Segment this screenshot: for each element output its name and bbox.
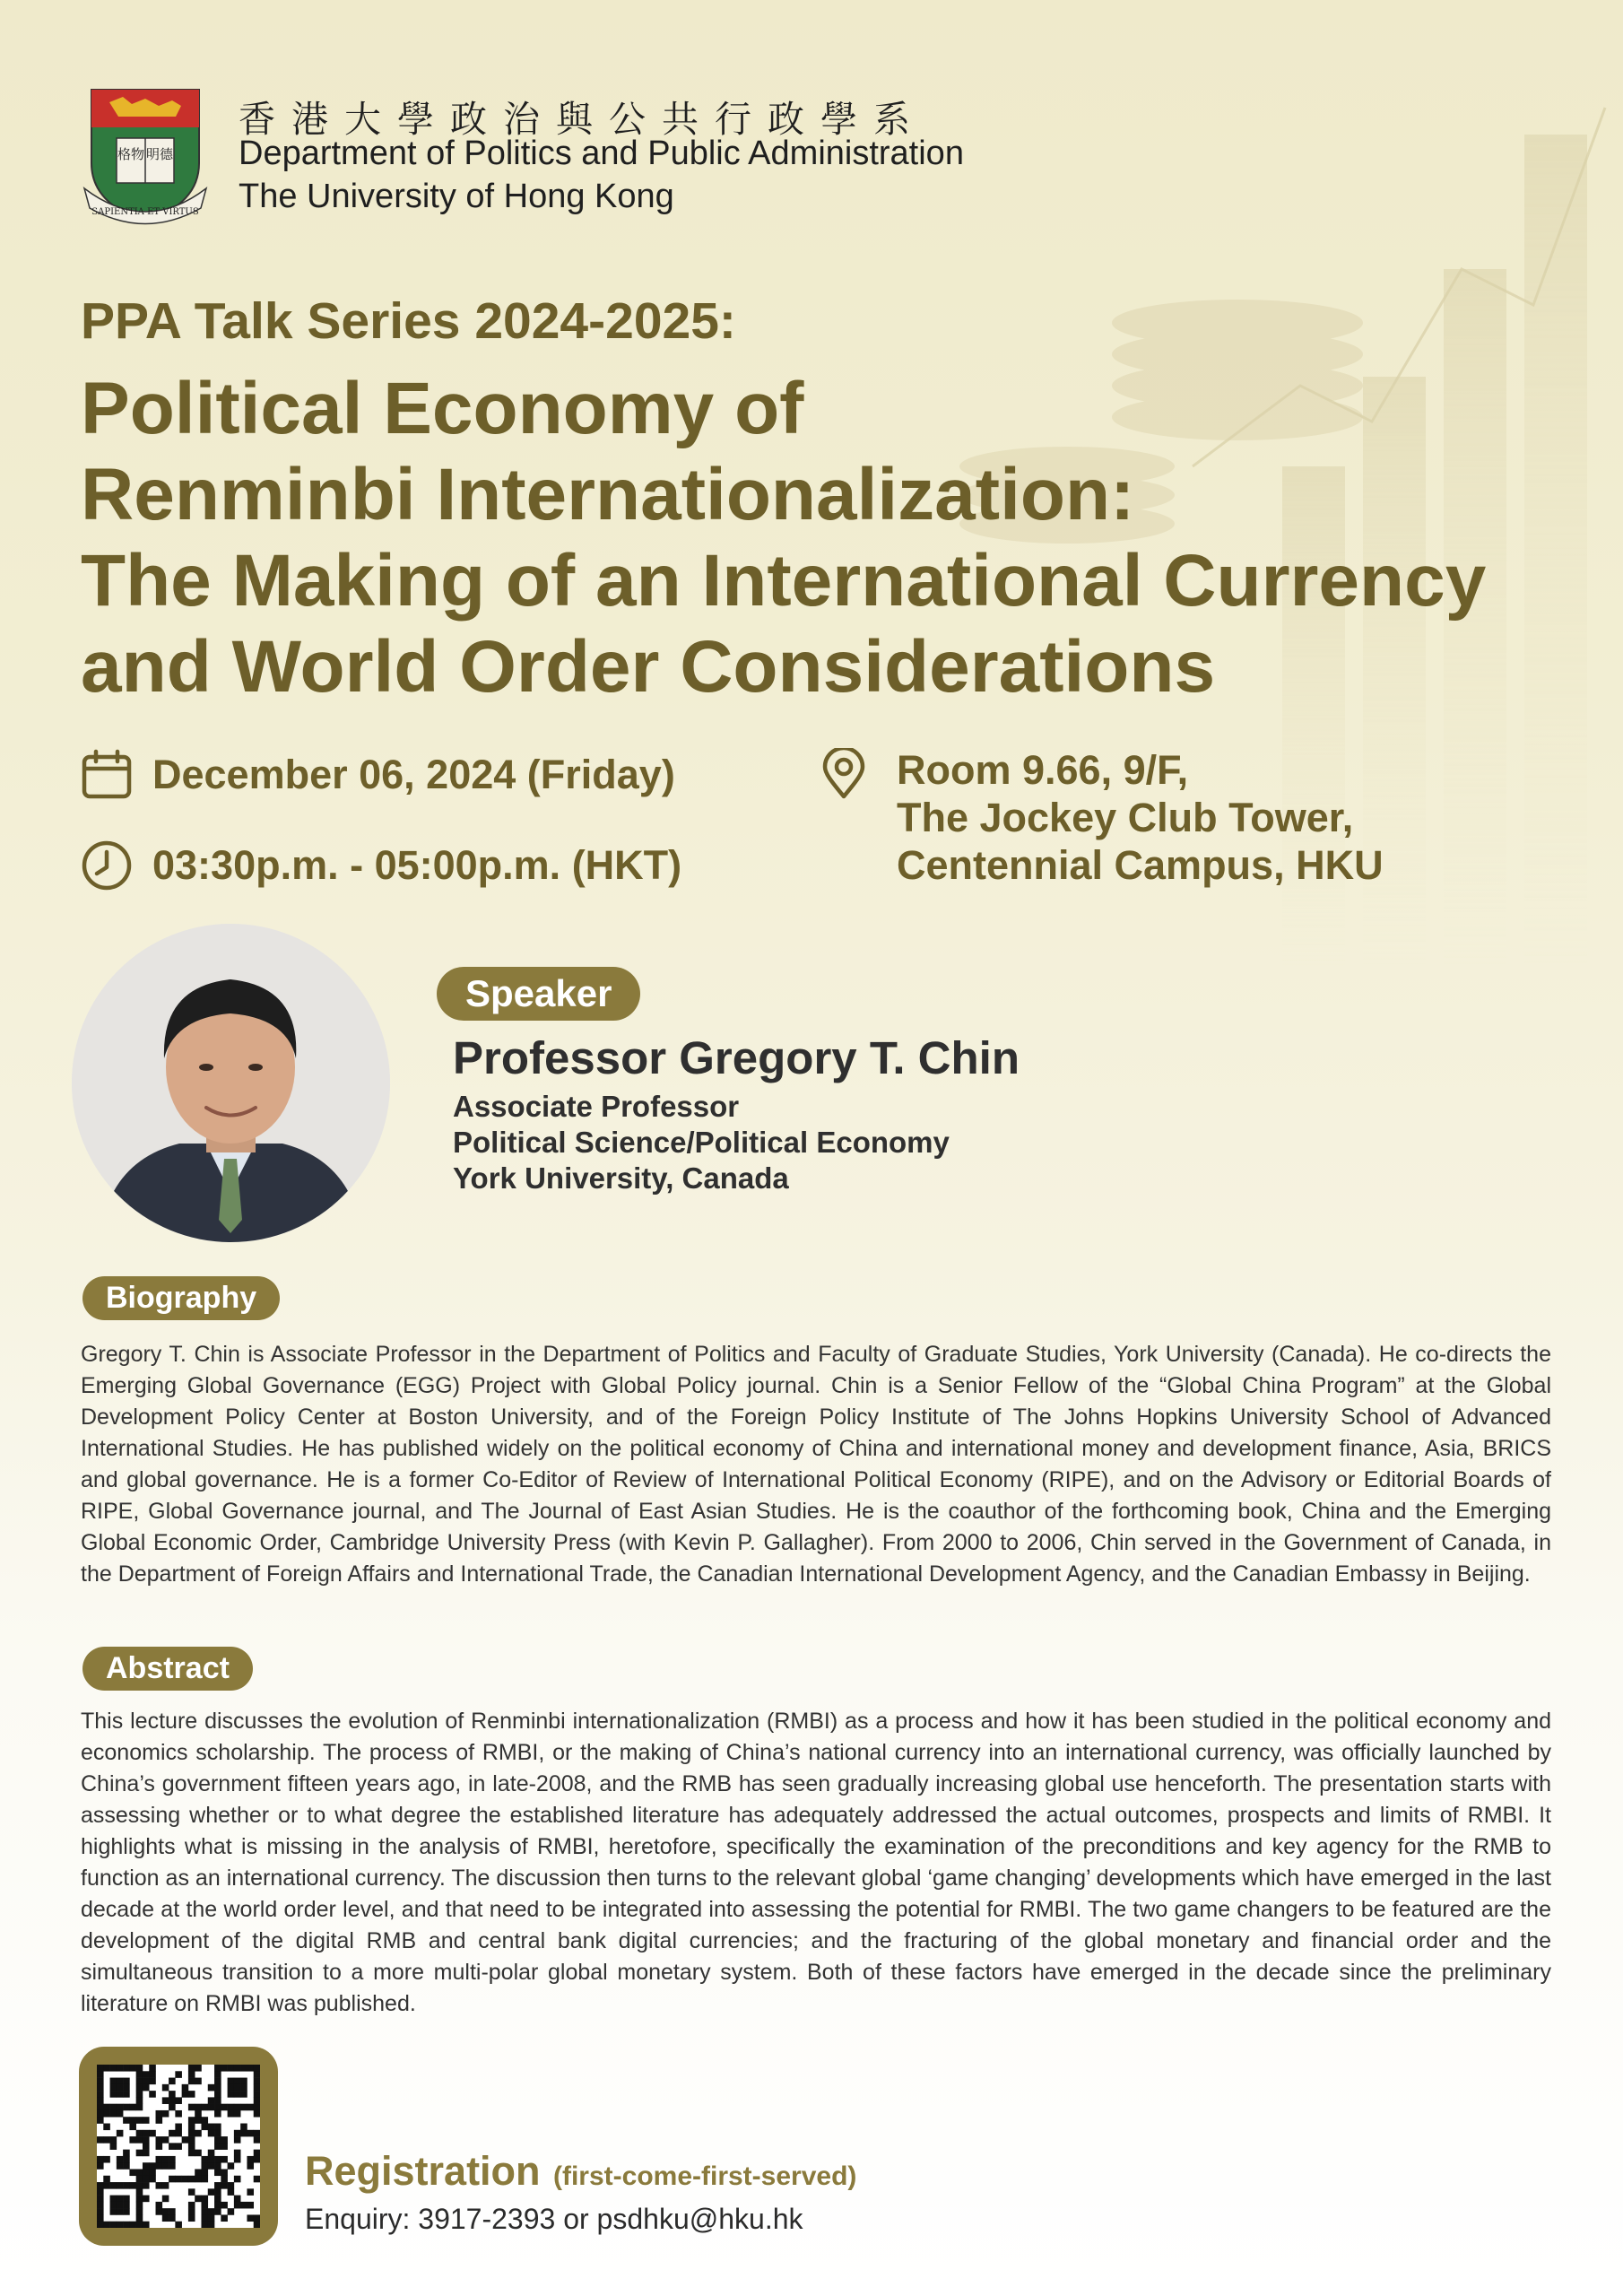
registration-note: (first-come-first-served) bbox=[552, 2161, 857, 2191]
abstract-text: This lecture discusses the evolution of Renminbi internationalization (RMBI) as a process and how it has been studied in the political economy and economics scholarship. The process of RMBI, or the making of China’s national currency into an international currency, was officially launched by China’s government fifteen years ago, in late-2008, and the RMB has seen gradually increasing global use henceforth. The presentation starts with assessing whether or to what degree the established literature has adequately addressed the actual outcomes, prospects and limits of RMBI. It highlights what is missing in the analysis of RMBI, heretofore, specifically the examination of the preconditions and key agency for the RMB to function as an international currency. The discussion then turns to the relevant global ‘game changing’ developments which have emerged in the last decade at the world order level, and that need to be integrated into assessing the potential for RMBI. The two game changers to be featured are the development of the digital RMB and central bank digital currencies; and the fracturing of the global monetary and financial order and the simultaneous transition to a more multi-polar global monetary system. Both of these factors have emerged in the decade since the preliminary literature on RMBI was published. bbox=[81, 1709, 1551, 2016]
biography-text: Gregory T. Chin is Associate Professor in the Department of Politics and Faculty of Graduate Studies, York University (Canada). He co-directs the Emerging Global Governance (EGG) Project with Global Policy journal. Chin is a Senior Fellow of the “Global China Program” at the Global Development Policy Center at Boston University, and of the Foreign Policy Institute of The Johns Hopkins University School of Advanced International Studies. He has published widely on the political economy of China and international money and development finance, Asia, BRICS and global governance. He is a former Co-Editor of Review of International Political Economy (RIPE), and on the Advisory or Editorial Boards of RIPE, Global Governance journal, and The Journal of East Asian Studies. He is the coauthor of the forthcoming book, China and the Emerging Global Economic Order, Cambridge University Press (with Kevin P. Gallagher). From 2000 to 2006, Chin served in the Government of Canada, in the Department of Foreign Affairs and International Trade, the Canadian International Development Agency, and the Canadian Embassy in Beijing. bbox=[81, 1342, 1551, 1587]
crest-motto: SAPIENTIA ET VIRTUS bbox=[91, 207, 199, 217]
location-line-2: The Jockey Club Tower, bbox=[897, 795, 1354, 840]
talk-series-heading: PPA Talk Series 2024-2025: bbox=[81, 292, 736, 350]
enquiry-contact: Enquiry: 3917-2393 or psdhku@hku.hk bbox=[305, 2203, 803, 2235]
talk-title-line-1: Political Economy of bbox=[81, 368, 804, 449]
biography-label: Biography bbox=[82, 1276, 280, 1320]
crest-char-2: 明德 bbox=[145, 146, 174, 162]
qr-code-icon bbox=[97, 2065, 260, 2228]
talk-title-line-2: Renminbi Internationalization: bbox=[81, 454, 1135, 535]
talk-title bbox=[81, 366, 1587, 710]
speaker-name: Professor Gregory T. Chin bbox=[453, 1032, 1020, 1083]
registration-qr-code[interactable] bbox=[79, 2047, 278, 2246]
registration-heading[interactable] bbox=[305, 2148, 856, 2195]
hku-crest-icon bbox=[82, 83, 208, 226]
event-date bbox=[81, 749, 675, 801]
registration-title[interactable]: Registration bbox=[305, 2148, 541, 2194]
location-line-3: Centennial Campus, HKU bbox=[897, 842, 1384, 888]
department-name-zh: 香港大學政治與公共行政學系 bbox=[239, 98, 926, 141]
clock-icon bbox=[81, 839, 133, 891]
event-date-text: December 06, 2024 (Friday) bbox=[152, 752, 675, 797]
department-name-en: Department of Politics and Public Administration bbox=[239, 135, 964, 172]
location-line-1: Room 9.66, 9/F, bbox=[897, 747, 1189, 793]
speaker-photo bbox=[72, 924, 390, 1242]
abstract-label: Abstract bbox=[82, 1647, 253, 1691]
speaker-field: Political Science/Political Economy bbox=[453, 1126, 950, 1159]
event-location bbox=[818, 746, 1384, 889]
university-name: The University of Hong Kong bbox=[239, 178, 674, 215]
speaker-label: Speaker bbox=[437, 967, 640, 1021]
event-time bbox=[81, 839, 681, 891]
talk-title-line-4: and World Order Considerations bbox=[81, 626, 1216, 708]
calendar-icon bbox=[81, 749, 133, 801]
speaker-portrait-illustration bbox=[72, 924, 390, 1242]
talk-title-line-3: The Making of an International Currency bbox=[81, 540, 1487, 622]
speaker-position: Associate Professor bbox=[453, 1090, 740, 1123]
map-pin-icon bbox=[818, 748, 870, 800]
crest-char-1: 格物 bbox=[117, 146, 145, 162]
event-time-text: 03:30p.m. - 05:00p.m. (HKT) bbox=[152, 842, 682, 888]
speaker-institution: York University, Canada bbox=[453, 1161, 789, 1195]
